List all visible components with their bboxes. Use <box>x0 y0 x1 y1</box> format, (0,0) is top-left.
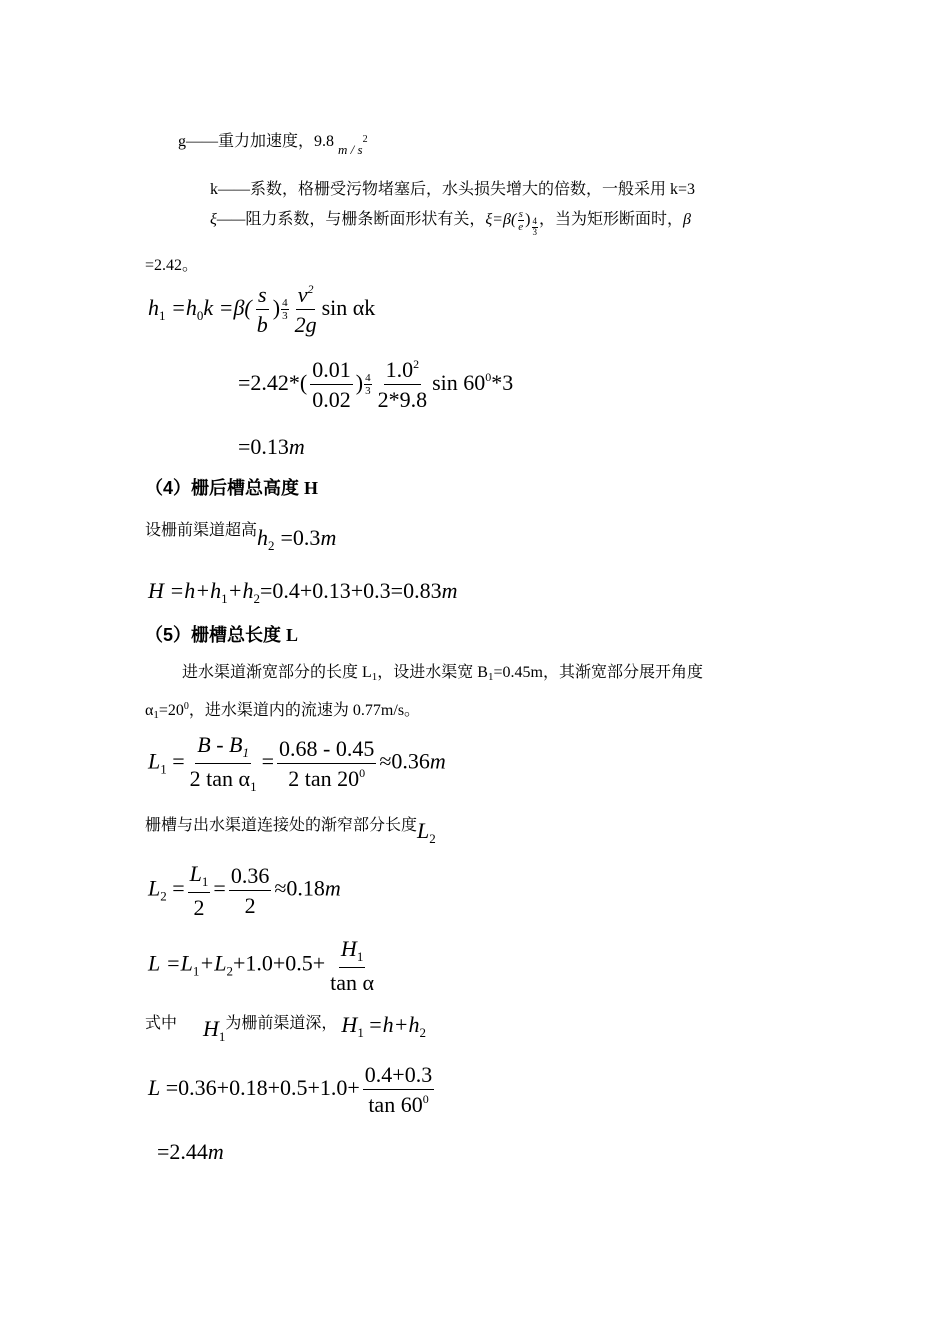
H-c: =0.4+0.13+0.3=0.83 <box>259 578 442 603</box>
L-s1: 1 <box>192 963 200 979</box>
L2-eq1: = <box>172 875 185 901</box>
where-H-sub: 1 <box>218 1029 226 1044</box>
H-s1: 1 <box>221 591 228 606</box>
eq1b-exponent <box>364 372 372 397</box>
def-xi-symbol: ξ—— <box>210 211 246 228</box>
def-xi-text-a: 阻力系数，与栅条断面形状有关， <box>245 211 486 228</box>
p1-c: =0.45m，其渐宽部分展开角度 <box>493 664 703 681</box>
def-k <box>210 176 695 199</box>
where-text: 式中 <box>145 1015 178 1032</box>
where-eq-sub2: 2 <box>419 1025 427 1040</box>
def-xi-formula-lhs: ξ=β( <box>485 211 517 228</box>
def-g <box>178 128 368 158</box>
p3-sub: 2 <box>429 831 436 846</box>
L-result <box>157 1139 224 1165</box>
L2-frac1-num-sub: 1 <box>201 874 209 889</box>
L1-eq <box>148 732 446 795</box>
L2-frac1-num: L <box>189 861 202 886</box>
eq1-exp-num: 4 <box>282 297 288 310</box>
section4-heading-var: H <box>304 478 319 498</box>
H-var: H <box>148 578 164 603</box>
eq1c-value: =0.13 <box>238 434 289 459</box>
def-xi-beta: β <box>683 211 691 228</box>
eq1b-exp-den: 3 <box>365 385 371 398</box>
eq1-h-sub: 1 <box>159 307 166 323</box>
section5-para3 <box>145 810 436 846</box>
eq1-v-exp: 2 <box>307 282 314 296</box>
L2-frac1 <box>188 861 211 920</box>
L2-frac2-num: 0.36 <box>229 863 272 891</box>
section5-heading-text: （5）栅槽总长度 <box>145 625 282 645</box>
eq1b-exp-num: 4 <box>365 372 371 385</box>
eq1-sb-fraction <box>255 282 270 338</box>
eq1-close: ) <box>272 294 281 320</box>
L-frac-num-sub: 1 <box>356 949 364 964</box>
def-g-unit: m / s <box>338 142 363 157</box>
section5-heading-var: L <box>286 625 299 645</box>
L-var: L <box>148 950 161 976</box>
Lnum-frac <box>363 1062 434 1118</box>
Lnum-var: L <box>148 1074 161 1100</box>
eq1-line2 <box>238 357 513 413</box>
eq1-v-fraction <box>293 282 319 338</box>
p3-text: 栅槽与出水渠道连接处的渐窄部分长度 <box>145 817 418 834</box>
p1-sub2: 1 <box>487 671 494 683</box>
eq1-h0-sub: 0 <box>196 307 204 323</box>
def-xi-exponent <box>532 217 539 238</box>
eq1b-frac2 <box>376 357 430 413</box>
eq1-line3 <box>238 434 305 460</box>
p2-c: ，进水渠道内的流速为 0.77m/s。 <box>188 702 421 719</box>
p2-b: =20 <box>158 702 184 719</box>
def-xi-exp-num: 4 <box>532 216 537 226</box>
L2-frac2-den: 2 <box>244 893 256 919</box>
L2-eq2: = <box>213 875 226 901</box>
L-frac <box>328 936 376 995</box>
section4-heading-text: （4）栅后槽总高度 <box>145 478 300 498</box>
section5-para2 <box>145 697 420 721</box>
eq1b-deg: 0 <box>485 369 492 384</box>
L-numeric <box>148 1062 437 1118</box>
L1-sub: 1 <box>160 761 167 777</box>
L-frac-num: H <box>340 936 357 961</box>
section4-h2-unit: m <box>320 525 337 550</box>
section4-intro-text: 设栅前渠道超高 <box>145 522 258 539</box>
eq1-beta: =β( <box>218 294 252 320</box>
L2-sub: 2 <box>160 888 167 904</box>
eq1b-pre: =2.42*( <box>238 369 308 395</box>
def-k-symbol: k—— <box>210 181 250 198</box>
eq1b-frac2-exp: 2 <box>413 357 420 371</box>
eq1b-frac2-num: 1.0 <box>385 357 414 382</box>
section4-h2-sub: 2 <box>268 538 275 553</box>
p2-sup: 0 <box>183 701 189 712</box>
eq1-tail: sin αk <box>321 294 376 320</box>
H-s2: 2 <box>253 591 260 606</box>
eq1-sb-num: s <box>256 282 269 310</box>
def-xi-formula-close: ) <box>525 211 531 228</box>
def-xi-exp-den: 3 <box>532 226 537 237</box>
eq1b-frac1 <box>310 357 353 413</box>
eq1c-unit: m <box>288 434 305 459</box>
L1-frac1-den-sub: 1 <box>250 778 257 794</box>
def-xi-fraction <box>517 208 524 233</box>
L-c: +1.0+0.5+ <box>232 950 326 976</box>
L2-frac2 <box>229 863 272 919</box>
L1-eq1: = <box>172 748 185 774</box>
L1-frac2 <box>277 736 376 792</box>
section4-h2: h <box>257 525 269 550</box>
L2-frac1-den: 2 <box>193 894 205 920</box>
section5-para1 <box>182 659 703 683</box>
eq1b-close: ) <box>355 369 364 395</box>
eq1b-end: *3 <box>491 369 514 395</box>
H-b: +h <box>227 578 254 603</box>
L1-frac1-num: B - B <box>197 732 243 757</box>
H-unit: m <box>441 578 458 603</box>
L1-frac2-den: 2 tan 20 <box>288 765 360 791</box>
L2-unit: m <box>324 875 341 901</box>
Lres-unit: m <box>207 1139 224 1164</box>
p2-alpha: α <box>145 702 154 719</box>
eq1-v-den: 2g <box>294 312 317 338</box>
p1-b: ，设进水渠宽 B <box>377 664 488 681</box>
def-xi-cont <box>145 252 198 275</box>
def-xi <box>210 206 691 238</box>
L-s2: 2 <box>226 963 233 979</box>
eq1b-frac1-den: 0.02 <box>312 387 351 413</box>
L1-frac2-den-sup: 0 <box>359 765 366 780</box>
Lnum-a: =0.36+0.18+0.5+1.0+ <box>165 1074 360 1100</box>
p2-sub: 1 <box>153 709 159 721</box>
p1-a: 进水渠道渐宽部分的长度 L <box>182 664 372 681</box>
def-xi-fraction-den: e <box>518 220 524 233</box>
def-g-symbol: g—— <box>178 133 218 150</box>
L-eq <box>148 936 379 995</box>
def-g-unit-exp: 2 <box>362 134 368 145</box>
Lnum-frac-num: 0.4+0.3 <box>363 1062 434 1090</box>
L2-var: L <box>148 875 161 901</box>
where-desc: 为栅前渠道深， <box>225 1015 338 1032</box>
L1-frac1-num-sub: 1 <box>242 745 249 760</box>
L-b: +L <box>199 950 227 976</box>
section5-heading <box>145 621 298 647</box>
L-a: =L <box>165 950 193 976</box>
eq1b-sin: sin 60 <box>432 369 486 395</box>
L1-unit: m <box>429 748 446 774</box>
where-H: H <box>203 1016 219 1041</box>
H-a: =h+h <box>169 578 222 603</box>
where-eq: =h+h <box>367 1012 420 1037</box>
L1-result: ≈0.36 <box>379 748 430 774</box>
def-k-text: 系数，格栅受污物堵塞后，水头损失增大的倍数，一般采用 k=3 <box>250 181 696 198</box>
eq1-exponent <box>281 297 289 322</box>
where-eq-H: H <box>341 1012 358 1037</box>
eq1-exp-den: 3 <box>282 310 288 323</box>
eq1-h: h <box>148 294 159 320</box>
L1-frac2-num: 0.68 - 0.45 <box>277 736 376 764</box>
def-g-text: 重力加速度，9.8 <box>218 133 335 150</box>
section4-intro <box>145 515 337 553</box>
where-eq-H-sub: 1 <box>357 1025 364 1040</box>
L-frac-den: tan α <box>330 969 375 995</box>
def-xi-fraction-num: s <box>518 207 523 220</box>
eq1-v-num: v <box>297 282 308 307</box>
L2-result: ≈0.18 <box>274 875 325 901</box>
p1-sub: 1 <box>371 671 378 683</box>
L1-frac1 <box>188 732 259 795</box>
Lres-value: =2.44 <box>157 1139 208 1164</box>
Lnum-frac-den: tan 60 <box>368 1092 423 1118</box>
p3-var: L <box>417 818 430 843</box>
section4-H-eq <box>148 578 457 607</box>
eq1-line1 <box>148 282 375 338</box>
eq1b-frac2-den: 2*9.8 <box>377 387 428 413</box>
section4-h2-val: =0.3 <box>280 525 321 550</box>
def-xi-cont-text: =2.42。 <box>145 257 199 274</box>
where-line <box>145 1008 427 1044</box>
eq1b-frac1-num: 0.01 <box>310 357 353 385</box>
def-xi-text-b: ，当为矩形断面时， <box>539 211 684 228</box>
L1-var: L <box>148 748 161 774</box>
L1-eq2: = <box>261 748 274 774</box>
section4-heading <box>145 474 318 500</box>
Lnum-frac-den-sup: 0 <box>422 1092 429 1107</box>
eq1-h0: =h <box>171 294 197 320</box>
eq1-k: k <box>203 294 214 320</box>
eq1-sb-den: b <box>256 312 268 338</box>
L2-eq <box>148 861 341 920</box>
L1-frac1-den: 2 tan α <box>189 765 251 791</box>
